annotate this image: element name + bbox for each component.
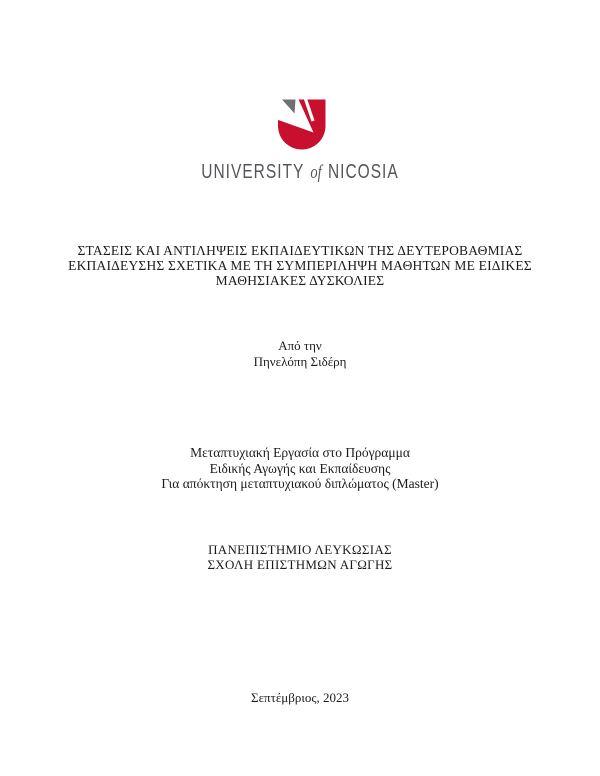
thesis-title-line-2: ΕΚΠΑΙΔΕΥΣΗΣ ΣΧΕΤΙΚΑ ΜΕ ΤΗ ΣΥΜΠΕΡΙΛΗΨΗ ΜΑΘΗΤΩΝ ΜΕ ΕΙΔΙΚΕΣ: [68, 258, 532, 273]
school-name: ΣΧΟΛΗ ΕΠΙΣΤΗΜΩΝ ΑΓΩΓΗΣ: [207, 557, 393, 572]
program-line-2: Ειδικής Αγωγής και Εκπαίδευσης: [209, 460, 391, 476]
institution-block: [0, 542, 600, 572]
program-line-3: Για απόκτηση μεταπτυχιακού διπλώματος (Master): [161, 476, 439, 491]
publication-date: Σεπτέμβριος, 2023: [251, 690, 349, 705]
wordmark-nicosia-text: NICOSIA: [327, 160, 399, 184]
author-block: [0, 338, 600, 369]
thesis-title-line-3: ΜΑΘΗΣΙΑΚΕΣ ΔΥΣΚΟΛΙΕΣ: [215, 273, 385, 288]
wordmark-university-text: UNIVERSITY: [201, 160, 305, 184]
author-by-line: Από την: [278, 338, 322, 353]
university-of-nicosia-shield-icon: [270, 97, 336, 151]
institution-name: ΠΑΝΕΠΙΣΤΗΜΙΟ ΛΕΥΚΩΣΙΑΣ: [208, 542, 392, 557]
author-name: Πηνελόπη Σιδέρη: [253, 353, 347, 369]
thesis-title: [0, 243, 600, 288]
wordmark-of-text: of: [310, 162, 322, 184]
thesis-title-line-1: ΣΤΑΣΕΙΣ ΚΑΙ ΑΝΤΙΛΗΨΕΙΣ ΕΚΠΑΙΔΕΥΤΙΚΩΝ ΤΗΣ ΔΕΥΤΕΡΟΒΑΘΜΙΑΣ: [77, 243, 523, 258]
university-wordmark: [0, 161, 600, 185]
program-block: [0, 445, 600, 492]
program-line-1: Μεταπτυχιακή Εργασία στο Πρόγραμμα: [190, 445, 410, 460]
